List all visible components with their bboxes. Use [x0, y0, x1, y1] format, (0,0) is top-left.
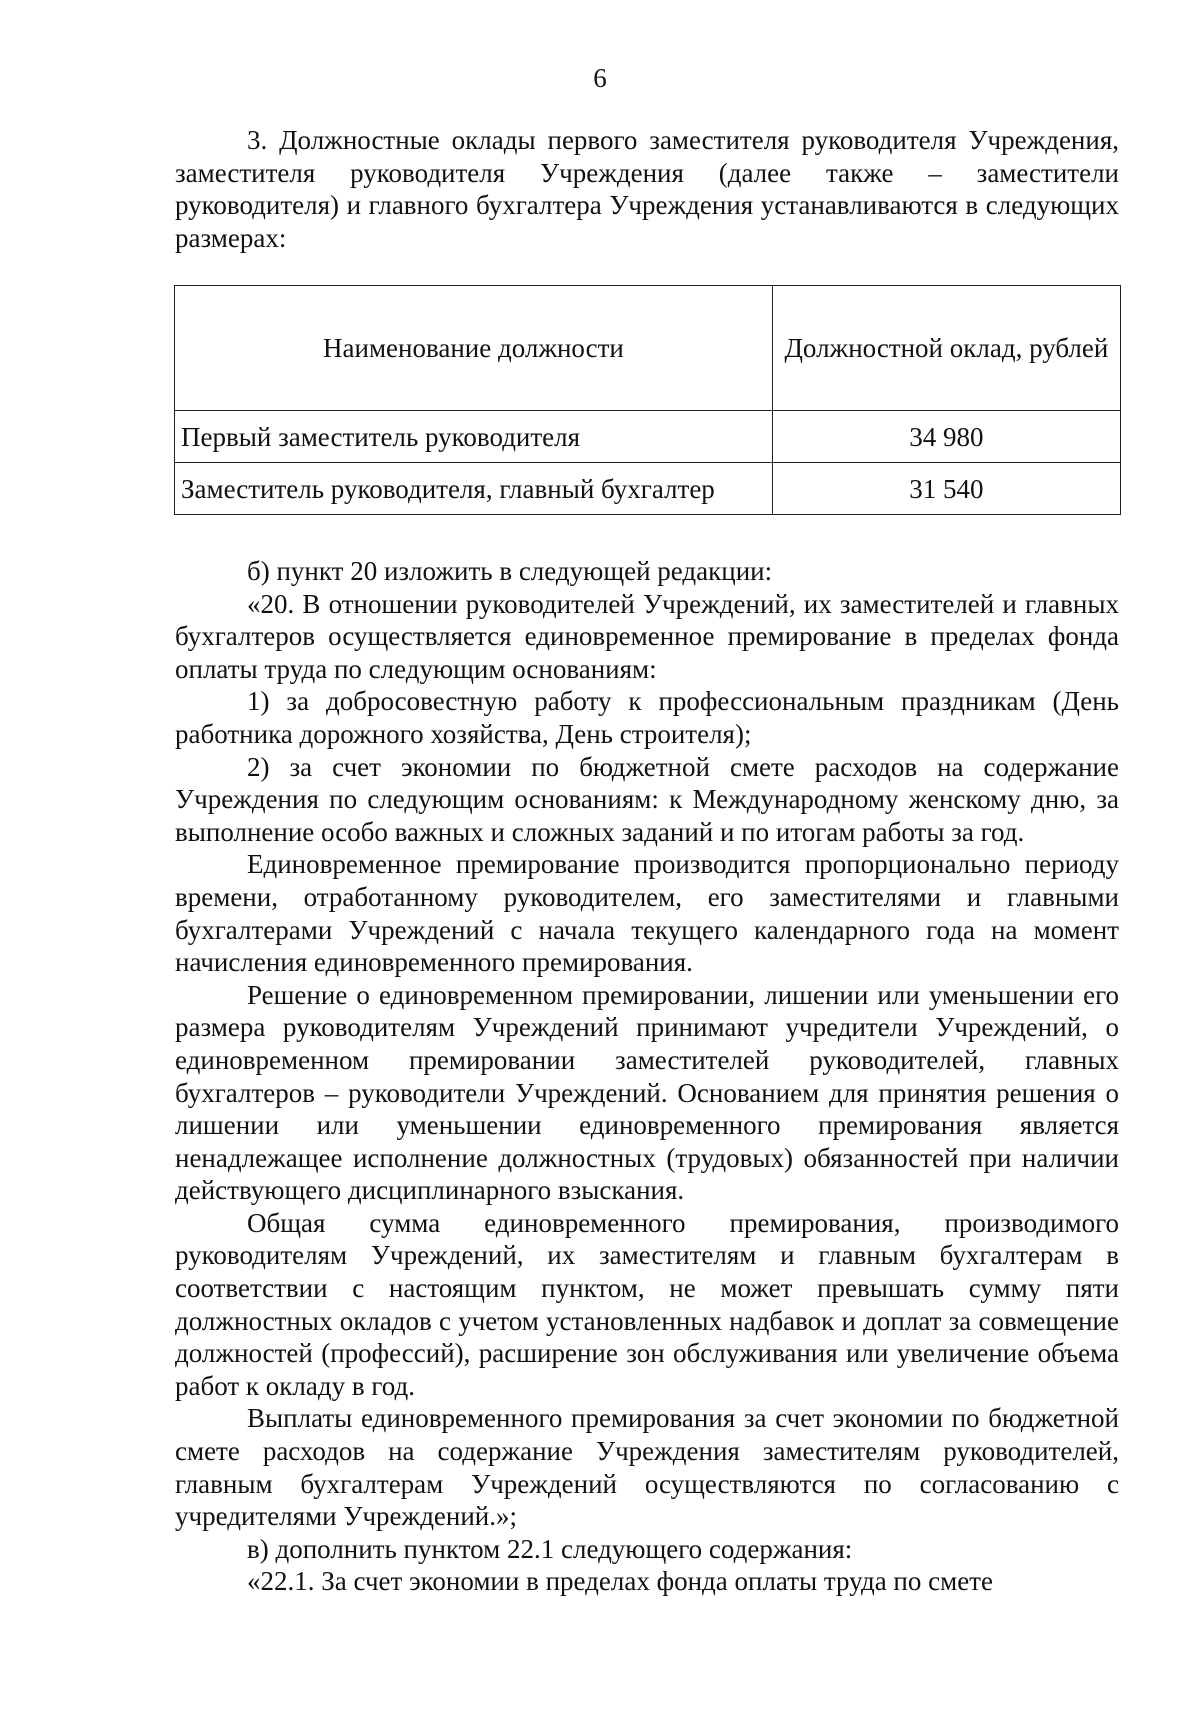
paragraph-bonus-payments: Выплаты единовременного премирования за счет экономии по бюджетной смете расходов на содержание Учреждения заместителям руководителей, главным бухгалтерам Учреждений осуществляются по согласованию с учредителями Учреждений.»; — [175, 1403, 1119, 1532]
table-header-row — [175, 286, 1121, 411]
intro-paragraph: 3. Должностные оклады первого заместителя руководителя Учреждения, заместителя руководителя Учреждения (далее также – заместители руководителя) и главного бухгалтера Учреждения устанавливаются в следующих размерах: — [175, 125, 1119, 253]
paragraph-bonus-decision: Решение о единовременном премировании, лишении или уменьшении его размера руководителям Учреждений принимают учредители Учреждений, о единовременном премировании заместителей руководителей, главных бухгалтеров – руководители Учреждений. Основанием для принятия решения о лишении или уменьшении единовременного премирования является ненадлежащее исполнение должностных (трудовых) обязанностей при наличии действующего дисциплинарного взыскания. — [175, 979, 1119, 1206]
body-section — [175, 555, 1119, 1598]
page-number: 6 — [593, 63, 607, 93]
row-position: Заместитель руководителя, главный бухгалтер — [175, 463, 773, 515]
paragraph-item-v: в) дополнить пунктом 22.1 следующего содержания: — [247, 1533, 853, 1564]
paragraph-subpoint-1: 1) за добросовестную работу к профессиональным праздникам (День работника дорожного хозяйства, День строителя); — [175, 686, 1119, 749]
row-salary: 34 980 — [772, 411, 1120, 463]
paragraph-bonus-limit: Общая сумма единовременного премирования, производимого руководителям Учреждений, их заместителям и главным бухгалтерам в соответствии с настоящим пунктом, не может превышать сумму пяти должностных окладов с учетом установленных надбавок и доплат за совмещение должностей (профессий), расширение зон обслуживания или увеличение объема работ к окладу в год. — [175, 1207, 1119, 1401]
salary-table — [174, 285, 1121, 515]
paragraph-subpoint-2: 2) за счет экономии по бюджетной смете расходов на содержание Учреждения по следующим основаниям: к Международному женскому дню, за выполнение особо важных и сложных заданий и по итогам работы за год. — [175, 751, 1119, 847]
header-position: Наименование должности — [175, 286, 773, 411]
paragraph-proportional-bonus: Единовременное премирование производится пропорционально периоду времени, отработанному руководителем, его заместителями и главными бухгалтерами Учреждений с начала текущего календарного года на момент начисления единовременного премирования. — [175, 849, 1119, 978]
table-row — [175, 411, 1121, 463]
intro-section — [175, 124, 1119, 254]
paragraph-item-b: б) пункт 20 изложить в следующей редакции: — [247, 556, 773, 586]
paragraph-point-22-1: «22.1. За счет экономии в пределах фонда оплаты труда по смете — [247, 1566, 993, 1597]
header-salary: Должностной оклад, рублей — [772, 286, 1120, 411]
paragraph-point-20: «20. В отношении руководителей Учреждений, их заместителей и главных бухгалтеров осуществляется единовременное премирование в пределах фонда оплаты труда по следующим основаниям: — [175, 588, 1119, 684]
row-position: Первый заместитель руководителя — [175, 411, 773, 463]
row-salary: 31 540 — [772, 463, 1120, 515]
table-row — [175, 463, 1121, 515]
